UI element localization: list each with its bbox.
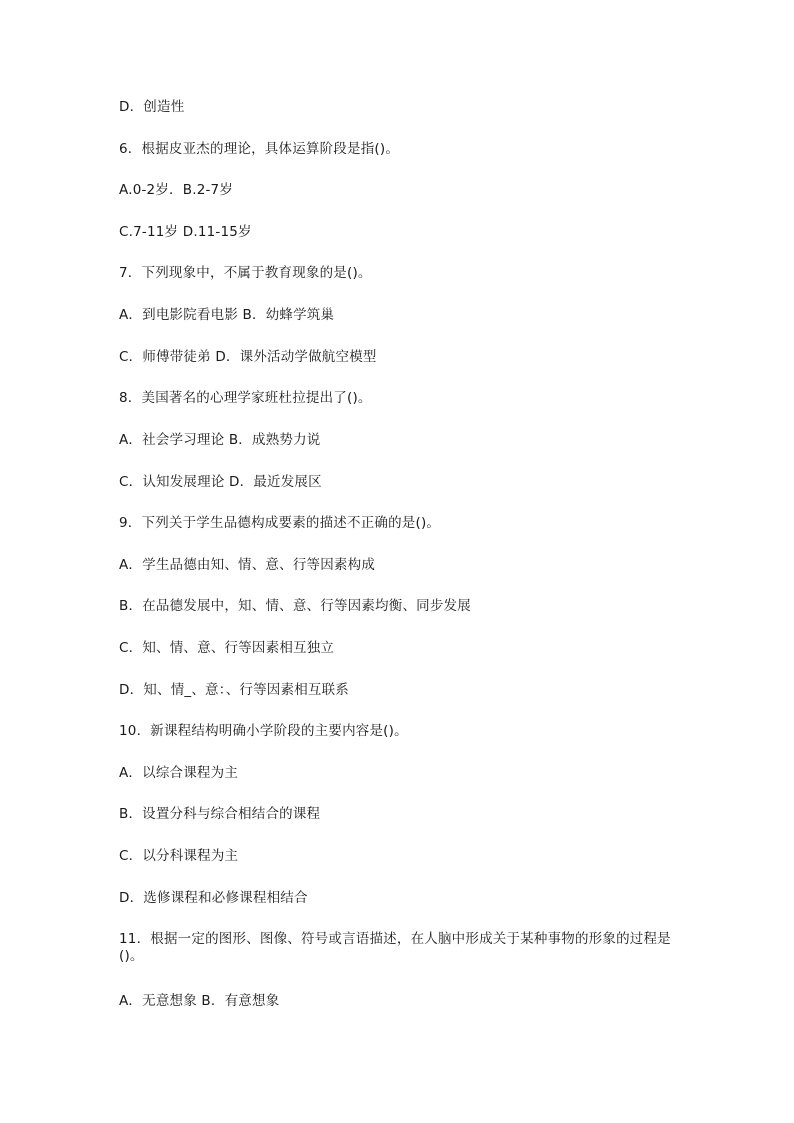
option-9a: A．学生品德由知、情、意、行等因素构成 <box>119 557 376 573</box>
options-11ab: A．无意想象 B．有意想象 <box>119 993 280 1009</box>
question-6: 6．根据皮亚杰的理论，具体运算阶段是指()。 <box>119 141 400 157</box>
options-7ab: A．到电影院看电影 B．幼蜂学筑巢 <box>119 307 335 323</box>
option-9d: D．知、情_、意：、行等因素相互联系 <box>119 682 349 698</box>
question-8: 8．美国著名的心理学家班杜拉提出了()。 <box>119 390 372 406</box>
options-6cd: C.7-11岁 D.11-15岁 <box>119 224 252 240</box>
question-9: 9．下列关于学生品德构成要素的描述不正确的是()。 <box>119 515 441 531</box>
option-10b: B．设置分科与综合相结合的课程 <box>119 806 321 822</box>
options-8cd: C．认知发展理论 D．最近发展区 <box>119 474 322 490</box>
option-9b: B．在品德发展中，知、情、意、行等因素均衡、同步发展 <box>119 598 471 614</box>
options-6ab: A.0-2岁．B.2-7岁 <box>119 182 234 198</box>
question-7: 7．下列现象中，不属于教育现象的是()。 <box>119 265 372 281</box>
option-10a: A．以综合课程为主 <box>119 765 239 781</box>
options-8ab: A．社会学习理论 B．成熟势力说 <box>119 432 321 448</box>
question-11: 11．根据一定的图形、图像、符号或言语描述，在人脑中形成关于某种事物的形象的过程是()。 <box>119 931 671 964</box>
option-9c: C．知、情、意、行等因素相互独立 <box>119 640 335 656</box>
options-7cd: C．师傅带徒弟 D．课外活动学做航空模型 <box>119 349 377 365</box>
option-10c: C．以分科课程为主 <box>119 848 239 864</box>
option-5d: D．创造性 <box>119 99 185 115</box>
question-10: 10．新课程结构明确小学阶段的主要内容是()。 <box>119 723 408 739</box>
option-10d: D．选修课程和必修课程相结合 <box>119 890 308 906</box>
